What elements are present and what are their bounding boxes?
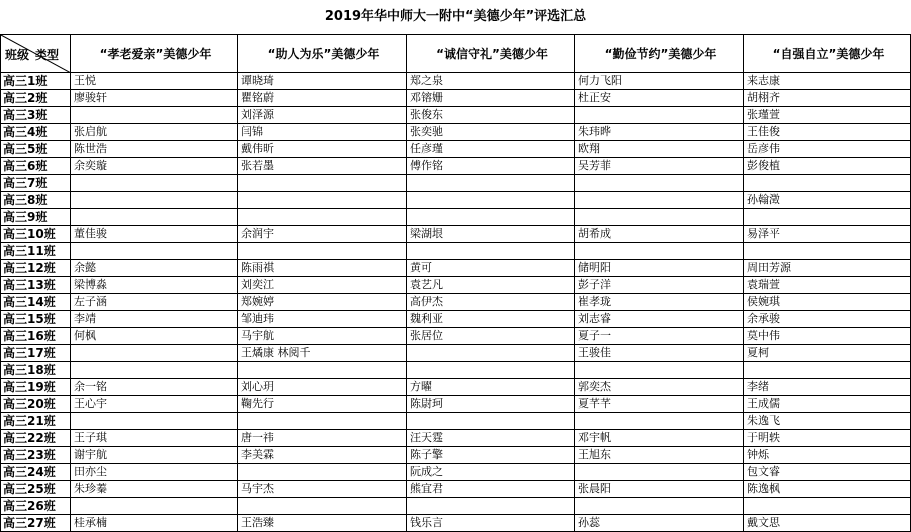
name-cell[interactable]: 王子琪 [71, 430, 238, 447]
class-name-cell[interactable]: 高三5班 [1, 141, 71, 158]
table-row [1, 90, 911, 107]
class-name-cell[interactable]: 高三27班 [1, 515, 71, 532]
class-name-cell[interactable]: 高三18班 [1, 362, 71, 379]
name-cell[interactable]: 邹迪玮 [238, 311, 407, 328]
name-cell[interactable]: 孙翰澂 [744, 192, 911, 209]
table-row [1, 379, 911, 396]
class-name-cell[interactable]: 高三6班 [1, 158, 71, 175]
name-cell[interactable]: 邓宇帆 [575, 430, 744, 447]
class-name-cell[interactable]: 高三22班 [1, 430, 71, 447]
name-cell[interactable]: 梁博淼 [71, 277, 238, 294]
name-cell[interactable]: 朱逸飞 [744, 413, 911, 430]
name-cell[interactable] [71, 209, 238, 226]
name-cell[interactable]: 郑婉婷 [238, 294, 407, 311]
name-cell[interactable] [71, 107, 238, 124]
name-cell[interactable] [238, 413, 407, 430]
name-cell[interactable]: 包文睿 [744, 464, 911, 481]
name-cell[interactable] [575, 175, 744, 192]
name-cell[interactable]: 彭俊植 [744, 158, 911, 175]
name-cell[interactable] [71, 243, 238, 260]
name-cell[interactable]: 岳彦伟 [744, 141, 911, 158]
name-cell[interactable]: 李绪 [744, 379, 911, 396]
name-cell[interactable]: 梁湖垠 [407, 226, 575, 243]
table-row [1, 464, 911, 481]
name-cell[interactable] [407, 413, 575, 430]
table-row [1, 294, 911, 311]
name-cell[interactable]: 王骏佳 [575, 345, 744, 362]
name-cell[interactable] [407, 175, 575, 192]
table-row [1, 447, 911, 464]
class-name-cell[interactable]: 高三7班 [1, 175, 71, 192]
name-cell[interactable]: 张居位 [407, 328, 575, 345]
name-cell[interactable]: 张晨阳 [575, 481, 744, 498]
name-cell[interactable] [71, 413, 238, 430]
table-row [1, 226, 911, 243]
name-cell[interactable]: 朱玮晔 [575, 124, 744, 141]
class-name-cell[interactable]: 高三23班 [1, 447, 71, 464]
name-cell[interactable]: 胡希成 [575, 226, 744, 243]
name-cell[interactable]: 陈逸枫 [744, 481, 911, 498]
column-header-thrift[interactable]: “勤俭节约”美德少年 [575, 35, 744, 73]
name-cell[interactable]: 余一铭 [71, 379, 238, 396]
name-cell[interactable]: 张瑾萱 [744, 107, 911, 124]
class-name-cell[interactable]: 高三17班 [1, 345, 71, 362]
class-name-cell[interactable]: 高三12班 [1, 260, 71, 277]
name-cell[interactable]: 崔孝珑 [575, 294, 744, 311]
class-name-cell[interactable]: 高三10班 [1, 226, 71, 243]
table-row [1, 243, 911, 260]
name-cell[interactable]: 欧翔 [575, 141, 744, 158]
class-name-cell[interactable]: 高三2班 [1, 90, 71, 107]
name-cell[interactable] [744, 175, 911, 192]
class-name-cell[interactable]: 高三21班 [1, 413, 71, 430]
name-cell[interactable] [238, 243, 407, 260]
name-cell[interactable]: 田亦尘 [71, 464, 238, 481]
table-row [1, 277, 911, 294]
name-cell[interactable] [238, 362, 407, 379]
table-row [1, 175, 911, 192]
name-cell[interactable]: 袁瑞萱 [744, 277, 911, 294]
name-cell[interactable]: 王心宇 [71, 396, 238, 413]
name-cell[interactable]: 何力飞阳 [575, 73, 744, 90]
name-cell[interactable]: 邓镕姗 [407, 90, 575, 107]
class-name-cell[interactable]: 高三11班 [1, 243, 71, 260]
name-cell[interactable] [407, 362, 575, 379]
name-cell[interactable]: 郭奕杰 [575, 379, 744, 396]
name-cell[interactable]: 余润宇 [238, 226, 407, 243]
name-cell[interactable]: 夏柯 [744, 345, 911, 362]
name-cell[interactable]: 闫锦 [238, 124, 407, 141]
name-cell[interactable]: 余奕璇 [71, 158, 238, 175]
sheet-title: 2019年华中师大一附中“美德少年”评选汇总 [0, 0, 911, 35]
name-cell[interactable]: 王燏康 林阅千 [238, 345, 407, 362]
class-name-cell[interactable]: 高三16班 [1, 328, 71, 345]
class-name-cell[interactable]: 高三9班 [1, 209, 71, 226]
table-row [1, 158, 911, 175]
name-cell[interactable]: 王浩臻 [238, 515, 407, 532]
name-cell[interactable] [575, 464, 744, 481]
name-cell[interactable]: 方曜 [407, 379, 575, 396]
table-row [1, 396, 911, 413]
name-cell[interactable]: 戴伟昕 [238, 141, 407, 158]
table-row [1, 430, 911, 447]
name-cell[interactable]: 陈世浩 [71, 141, 238, 158]
name-cell[interactable] [744, 209, 911, 226]
name-cell[interactable]: 周田芳源 [744, 260, 911, 277]
name-cell[interactable]: 王悦 [71, 73, 238, 90]
class-name-cell[interactable]: 高三19班 [1, 379, 71, 396]
name-cell[interactable]: 易泽平 [744, 226, 911, 243]
corner-class-label: 班级 [5, 48, 30, 62]
name-cell[interactable]: 汪天霆 [407, 430, 575, 447]
name-cell[interactable]: 王旭东 [575, 447, 744, 464]
table-row [1, 515, 911, 532]
name-cell[interactable] [407, 345, 575, 362]
name-cell[interactable]: 何枫 [71, 328, 238, 345]
name-cell[interactable]: 高伊杰 [407, 294, 575, 311]
table-row [1, 260, 911, 277]
name-cell[interactable] [407, 192, 575, 209]
name-cell[interactable]: 戴文思 [744, 515, 911, 532]
name-cell[interactable]: 储明阳 [575, 260, 744, 277]
class-name-cell[interactable]: 高三13班 [1, 277, 71, 294]
name-cell[interactable]: 张奕驰 [407, 124, 575, 141]
name-cell[interactable]: 莫中伟 [744, 328, 911, 345]
table-row [1, 73, 911, 90]
name-cell[interactable] [407, 243, 575, 260]
name-cell[interactable]: 余懿 [71, 260, 238, 277]
name-cell[interactable] [575, 413, 744, 430]
name-cell[interactable]: 刘志睿 [575, 311, 744, 328]
table-row [1, 328, 911, 345]
name-cell[interactable]: 傅作铭 [407, 158, 575, 175]
name-cell[interactable]: 钟烁 [744, 447, 911, 464]
table-row [1, 345, 911, 362]
class-name-cell[interactable]: 高三25班 [1, 481, 71, 498]
name-cell[interactable]: 张俊东 [407, 107, 575, 124]
name-cell[interactable]: 唐一祎 [238, 430, 407, 447]
name-cell[interactable] [71, 175, 238, 192]
name-cell[interactable]: 谢宇航 [71, 447, 238, 464]
name-cell[interactable]: 袁艺凡 [407, 277, 575, 294]
class-name-cell[interactable]: 高三26班 [1, 498, 71, 515]
name-cell[interactable]: 魏利亚 [407, 311, 575, 328]
name-cell[interactable]: 廖骏轩 [71, 90, 238, 107]
name-cell[interactable]: 王成儒 [744, 396, 911, 413]
name-cell[interactable]: 胡栩齐 [744, 90, 911, 107]
class-name-cell[interactable]: 高三8班 [1, 192, 71, 209]
name-cell[interactable]: 董佳骏 [71, 226, 238, 243]
class-name-cell[interactable]: 高三4班 [1, 124, 71, 141]
name-cell[interactable]: 来志康 [744, 73, 911, 90]
table-row [1, 107, 911, 124]
header-row [1, 35, 911, 73]
column-header-filial[interactable]: “孝老爱亲”美德少年 [71, 35, 238, 73]
corner-type-label: 类型 [35, 48, 60, 62]
table-row [1, 124, 911, 141]
column-header-self-reliance[interactable]: “自强自立”美德少年 [744, 35, 911, 73]
class-name-cell[interactable]: 高三14班 [1, 294, 71, 311]
name-cell[interactable] [575, 362, 744, 379]
name-cell[interactable]: 谭晓琦 [238, 73, 407, 90]
name-cell[interactable] [71, 362, 238, 379]
name-cell[interactable]: 李靖 [71, 311, 238, 328]
name-cell[interactable] [575, 243, 744, 260]
column-header-helping[interactable]: “助人为乐”美德少年 [238, 35, 407, 73]
name-cell[interactable]: 黄可 [407, 260, 575, 277]
name-cell[interactable]: 张启航 [71, 124, 238, 141]
column-header-integrity[interactable]: “诚信守礼”美德少年 [407, 35, 575, 73]
name-cell[interactable]: 李美霖 [238, 447, 407, 464]
table-row [1, 362, 911, 379]
name-cell[interactable]: 任彦瑾 [407, 141, 575, 158]
name-cell[interactable]: 彭子洋 [575, 277, 744, 294]
name-cell[interactable]: 余承骏 [744, 311, 911, 328]
name-cell[interactable]: 刘心玥 [238, 379, 407, 396]
name-cell[interactable] [575, 209, 744, 226]
name-cell[interactable]: 孙蕊 [575, 515, 744, 532]
class-name-cell[interactable]: 高三3班 [1, 107, 71, 124]
class-name-cell[interactable]: 高三20班 [1, 396, 71, 413]
name-cell[interactable]: 瞿铭蔚 [238, 90, 407, 107]
header-corner-cell[interactable] [1, 35, 71, 73]
name-cell[interactable] [744, 243, 911, 260]
name-cell[interactable]: 桂承楠 [71, 515, 238, 532]
name-cell[interactable]: 钱乐言 [407, 515, 575, 532]
name-cell[interactable] [238, 209, 407, 226]
name-cell[interactable] [238, 498, 407, 515]
name-cell[interactable]: 左子涵 [71, 294, 238, 311]
summary-table [0, 34, 911, 532]
name-cell[interactable]: 刘泽源 [238, 107, 407, 124]
name-cell[interactable]: 张若墨 [238, 158, 407, 175]
name-cell[interactable] [744, 362, 911, 379]
name-cell[interactable]: 陈雨祺 [238, 260, 407, 277]
name-cell[interactable] [71, 192, 238, 209]
name-cell[interactable] [407, 209, 575, 226]
name-cell[interactable]: 马宇杰 [238, 481, 407, 498]
table-row [1, 192, 911, 209]
name-cell[interactable] [238, 175, 407, 192]
name-cell[interactable]: 陈子擎 [407, 447, 575, 464]
table-row [1, 311, 911, 328]
name-cell[interactable]: 王佳俊 [744, 124, 911, 141]
name-cell[interactable] [744, 498, 911, 515]
name-cell[interactable]: 朱珍蓁 [71, 481, 238, 498]
name-cell[interactable] [238, 192, 407, 209]
table-row [1, 413, 911, 430]
name-cell[interactable]: 夏子一 [575, 328, 744, 345]
name-cell[interactable]: 郑之泉 [407, 73, 575, 90]
name-cell[interactable]: 夏芊芊 [575, 396, 744, 413]
name-cell[interactable]: 陈尉珂 [407, 396, 575, 413]
name-cell[interactable] [238, 464, 407, 481]
name-cell[interactable] [575, 107, 744, 124]
name-cell[interactable]: 刘奕江 [238, 277, 407, 294]
name-cell[interactable] [71, 345, 238, 362]
name-cell[interactable]: 杜正安 [575, 90, 744, 107]
name-cell[interactable]: 吴芳菲 [575, 158, 744, 175]
name-cell[interactable]: 马宇航 [238, 328, 407, 345]
name-cell[interactable] [71, 498, 238, 515]
name-cell[interactable] [575, 498, 744, 515]
name-cell[interactable] [575, 192, 744, 209]
name-cell[interactable]: 阮成之 [407, 464, 575, 481]
table-row [1, 141, 911, 158]
name-cell[interactable]: 于明轶 [744, 430, 911, 447]
name-cell[interactable]: 侯婉琪 [744, 294, 911, 311]
table-row [1, 481, 911, 498]
name-cell[interactable]: 鞠先行 [238, 396, 407, 413]
class-name-cell[interactable]: 高三15班 [1, 311, 71, 328]
table-row [1, 498, 911, 515]
name-cell[interactable] [407, 498, 575, 515]
table-row [1, 209, 911, 226]
class-name-cell[interactable]: 高三24班 [1, 464, 71, 481]
name-cell[interactable]: 熊宜君 [407, 481, 575, 498]
class-name-cell[interactable]: 高三1班 [1, 73, 71, 90]
